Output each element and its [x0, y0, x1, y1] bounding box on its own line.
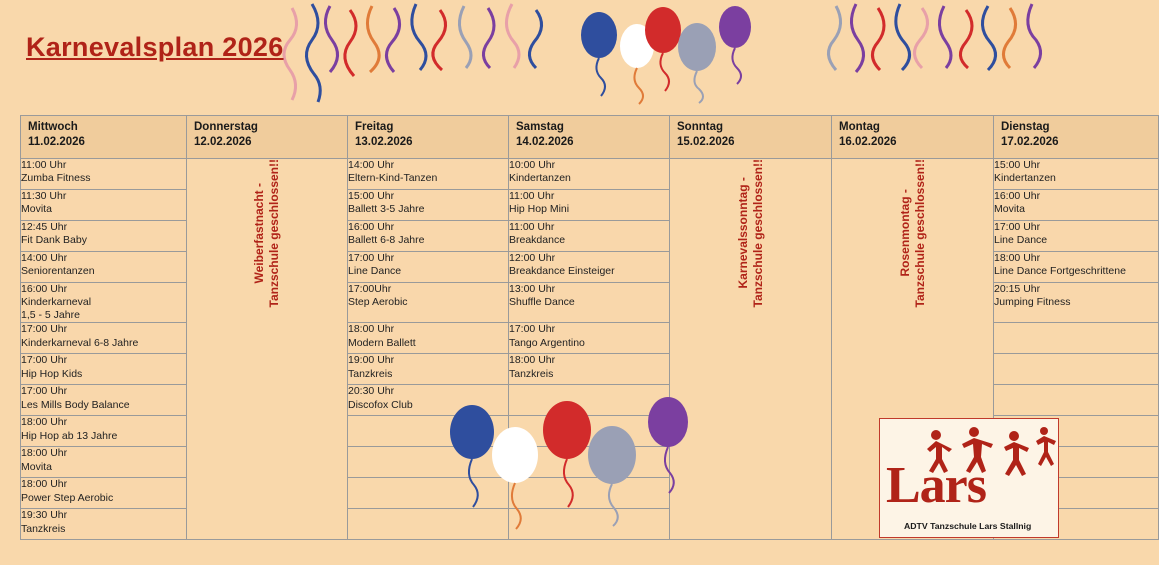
column-header-freitag [348, 116, 509, 159]
schedule-course: Zumba Fitness [21, 172, 91, 185]
column-header-mittwoch [21, 116, 187, 159]
schedule-time: 17:00 Uhr [994, 221, 1041, 233]
closed-note-text: Weiberfastnacht - Tanzschule geschlossen!! [252, 159, 281, 308]
schedule-cell [994, 283, 1159, 323]
empty-cell [348, 416, 509, 447]
schedule-cell [21, 509, 187, 540]
table-header-row [21, 116, 1159, 159]
schedule-time: 20:30 Uhr [348, 385, 395, 398]
closed-note-text: Karnevalssonntag - Tanzschule geschlossen!! [735, 159, 765, 308]
logo [879, 418, 1059, 538]
empty-cell [509, 509, 670, 540]
schedule-cell [348, 323, 509, 354]
schedule-cell [509, 221, 670, 252]
schedule-course: Kindertanzen [509, 172, 571, 185]
schedule-cell [509, 283, 670, 323]
schedule-time: 11:30 Uhr [21, 190, 67, 202]
header-day: Sonntag [677, 121, 723, 133]
schedule-time: 16:00 Uhr [348, 221, 395, 233]
schedule-cell [348, 283, 509, 323]
empty-cell [509, 447, 670, 478]
schedule-cell [21, 159, 187, 190]
schedule-cell [348, 159, 509, 190]
schedule-cell [21, 385, 187, 416]
schedule-course: Kinderkarneval 1,5 - 5 Jahre [21, 296, 92, 322]
header-date: 13.02.2026 [355, 135, 413, 148]
closed-note-sonntag [670, 159, 832, 540]
schedule-time: 12:00 Uhr [509, 252, 556, 264]
schedule-cell [994, 221, 1159, 252]
logo-name: Lars [886, 457, 986, 514]
schedule-course: Breakdance Einsteiger [509, 265, 615, 278]
schedule-cell [994, 159, 1159, 190]
logo-subtitle: ADTV Tanzschule Lars Stallnig [904, 521, 1032, 531]
header-day: Montag [839, 121, 880, 133]
empty-cell [509, 478, 670, 509]
column-header-montag [832, 116, 994, 159]
schedule-course: Shuffle Dance [509, 296, 575, 309]
header-day: Mittwoch [28, 121, 78, 133]
empty-cell [994, 323, 1159, 354]
schedule-time: 13:00 Uhr [509, 283, 556, 295]
schedule-course: Breakdance [509, 234, 566, 247]
schedule-cell [21, 354, 187, 385]
column-header-donnerstag [187, 116, 348, 159]
schedule-cell [509, 354, 670, 385]
schedule-time: 17:00 Uhr [21, 385, 68, 398]
schedule-time: 19:00 Uhr [348, 354, 395, 367]
schedule-course: Step Aerobic [348, 296, 408, 309]
schedule-time: 16:00 Uhr [21, 283, 68, 295]
schedule-cell [21, 252, 187, 283]
schedule-time: 14:00 Uhr [348, 159, 395, 171]
schedule-cell [509, 190, 670, 221]
schedule-cell [994, 190, 1159, 221]
schedule-time: 11:00 Uhr [21, 159, 67, 171]
schedule-course: Line Dance [348, 265, 402, 278]
schedule-course: Ballett 6-8 Jahre [348, 234, 425, 247]
header-day: Freitag [355, 121, 394, 133]
empty-cell [348, 478, 509, 509]
schedule-cell [21, 190, 187, 221]
schedule-course: Les Mills Body Balance [21, 398, 130, 411]
schedule-course: Tanzkreis [21, 522, 66, 535]
empty-cell [509, 385, 670, 416]
schedule-time: 11:00 Uhr [509, 190, 555, 202]
schedule-cell [509, 252, 670, 283]
schedule-cell [21, 283, 187, 323]
header-day: Dienstag [1001, 121, 1050, 133]
schedule-time: 14:00 Uhr [21, 252, 68, 264]
schedule-course: Discofox Club [348, 398, 413, 411]
schedule-cell [21, 478, 187, 509]
header-date: 14.02.2026 [516, 135, 574, 148]
column-header-samstag [509, 116, 670, 159]
schedule-time: 18:00 Uhr [348, 323, 395, 336]
header-date: 11.02.2026 [28, 135, 85, 148]
schedule-time: 17:00Uhr [348, 283, 392, 295]
schedule-time: 17:00 Uhr [21, 323, 68, 336]
schedule-course: Eltern-Kind-Tanzen [348, 172, 438, 185]
schedule-time: 17:00 Uhr [509, 323, 556, 336]
schedule-course: Line Dance Fortgeschrittene [994, 265, 1126, 278]
schedule-course: Kinderkarneval 6-8 Jahre [21, 336, 139, 349]
header-date: 12.02.2026 [194, 135, 252, 148]
schedule-cell [348, 252, 509, 283]
empty-cell [509, 416, 670, 447]
schedule-time: 15:00 Uhr [348, 190, 395, 202]
schedule-cell [348, 385, 509, 416]
schedule-cell [21, 221, 187, 252]
header-day: Donnerstag [194, 121, 258, 133]
empty-cell [994, 385, 1159, 416]
page-title: Karnevalsplan 2026 [26, 32, 284, 62]
schedule-time: 20:15 Uhr [994, 283, 1041, 295]
schedule-course: Line Dance [994, 234, 1048, 247]
schedule-time: 18:00 Uhr [21, 478, 68, 491]
empty-cell [348, 509, 509, 540]
closed-note-donnerstag [187, 159, 348, 540]
schedule-cell [348, 354, 509, 385]
schedule-course: Ballett 3-5 Jahre [348, 203, 425, 216]
schedule-course: Modern Ballett [348, 336, 416, 349]
schedule-course: Tanzkreis [509, 367, 554, 380]
schedule-time: 16:00 Uhr [994, 190, 1041, 202]
empty-cell [994, 354, 1159, 385]
schedule-course: Fit Dank Baby [21, 234, 87, 247]
header-date: 16.02.2026 [839, 135, 897, 148]
schedule-course: Tanzkreis [348, 367, 393, 380]
schedule-cell [348, 190, 509, 221]
schedule-course: Movita [21, 460, 52, 473]
table-row [21, 159, 1159, 190]
schedule-time: 18:00 Uhr [509, 354, 556, 367]
header-date: 15.02.2026 [677, 135, 735, 148]
header-date: 17.02.2026 [1001, 135, 1059, 148]
schedule-time: 11:00 Uhr [509, 221, 555, 233]
schedule-cell [994, 252, 1159, 283]
schedule-time: 17:00 Uhr [21, 354, 68, 367]
schedule-course: Tango Argentino [509, 336, 585, 349]
schedule-cell [21, 447, 187, 478]
schedule-course: Movita [994, 203, 1025, 216]
schedule-course: Hip Hop Kids [21, 367, 83, 380]
column-header-dienstag [994, 116, 1159, 159]
schedule-time: 15:00 Uhr [994, 159, 1041, 171]
empty-cell [348, 447, 509, 478]
closed-note-text: Rosenmontag - Tanzschule geschlossen!! [897, 159, 927, 308]
schedule-time: 17:00 Uhr [348, 252, 395, 264]
schedule-time: 12:45 Uhr [21, 221, 68, 233]
schedule-course: Kindertanzen [994, 172, 1056, 185]
schedule-time: 10:00 Uhr [509, 159, 556, 171]
schedule-course: Hip Hop ab 13 Jahre [21, 429, 118, 442]
schedule-course: Hip Hop Mini [509, 203, 570, 216]
schedule-time: 19:30 Uhr [21, 509, 68, 522]
schedule-time: 18:00 Uhr [21, 447, 68, 460]
schedule-course: Seniorentanzen [21, 265, 95, 278]
column-header-sonntag [670, 116, 832, 159]
schedule-cell [348, 221, 509, 252]
schedule-course: Jumping Fitness [994, 296, 1071, 309]
schedule-time: 18:00 Uhr [994, 252, 1041, 264]
schedule-course: Power Step Aerobic [21, 491, 114, 504]
schedule-time: 18:00 Uhr [21, 416, 68, 429]
schedule-cell [21, 416, 187, 447]
schedule-cell [21, 323, 187, 354]
schedule-cell [509, 159, 670, 190]
header-day: Samstag [516, 121, 564, 133]
schedule-course: Movita [21, 203, 52, 216]
schedule-cell [509, 323, 670, 354]
